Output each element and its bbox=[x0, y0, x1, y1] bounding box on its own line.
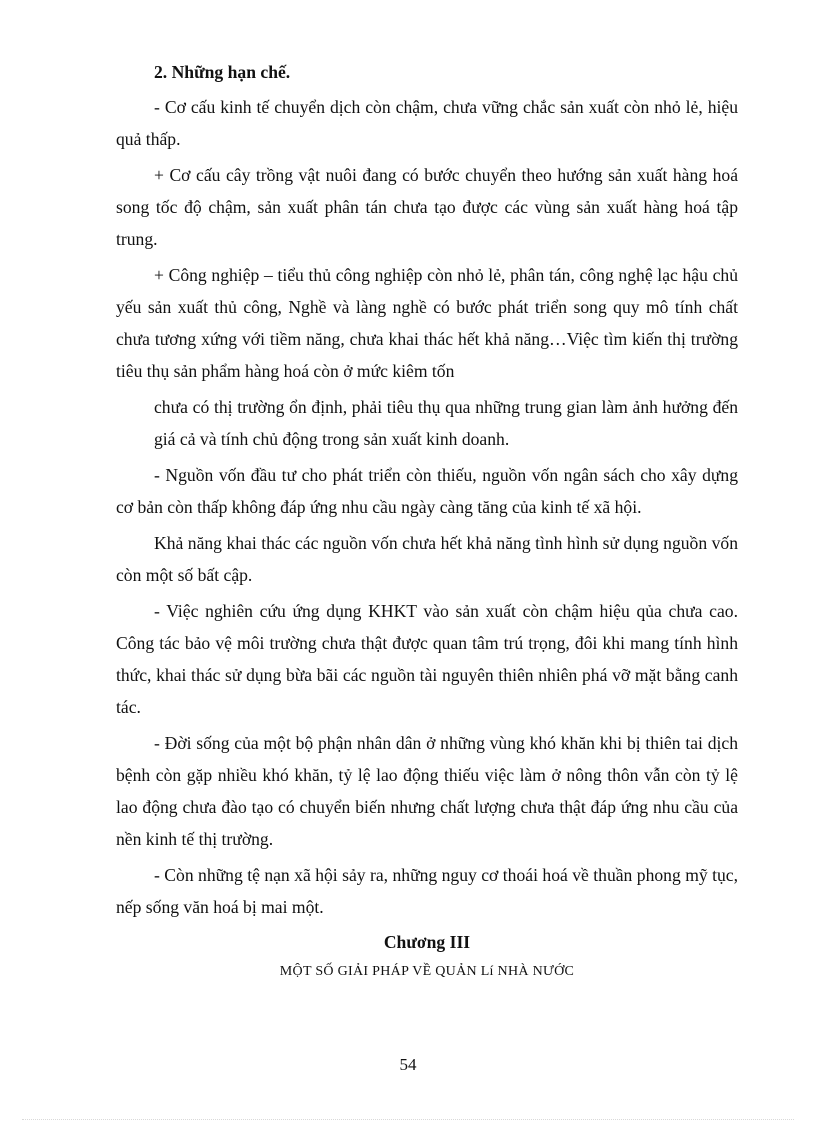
section-heading: 2. Những hạn chế. bbox=[154, 62, 291, 82]
page-number: 54 bbox=[399, 1055, 417, 1074]
chapter-title: Chương III bbox=[383, 932, 471, 952]
paragraph-social-issues: - Còn những tệ nạn xã hội sảy ra, những nguy cơ thoái hoá về thuần phong mỹ tục, nếp sống văn hoá bị mai một. bbox=[116, 865, 738, 917]
paragraph-crops-livestock: + Cơ cấu cây trồng vật nuôi đang có bước chuyển theo hướng sản xuất hàng hoá song tốc độ chậm, sản xuất phân tán chưa tạo được các vùng sản xuất hàng hoá tập trung. bbox=[116, 165, 738, 249]
chapter-subtitle: MỘT SỐ GIẢI PHÁP VỀ QUẢN Lí NHÀ NƯỚC bbox=[279, 964, 575, 979]
page-content bbox=[116, 56, 738, 987]
paragraph-industry: + Công nghiệp – tiểu thủ công nghiệp còn nhỏ lẻ, phân tán, công nghệ lạc hậu chủ yếu sản xuất thủ công, Nghề và làng nghề có bước phát triển song quy mô tính chất chưa tương xứng với tiềm năng, chưa khai thác hết khả năng…Việc tìm kiến thị trường tiêu thụ sản phẩm hàng hoá còn ở mức kiêm tốn bbox=[116, 265, 738, 381]
paragraph-market: chưa có thị trường ổn định, phải tiêu thụ qua những trung gian làm ảnh hưởng đến giá cả và tính chủ động trong sản xuất kinh doanh. bbox=[154, 397, 738, 449]
paragraph-investment: - Nguồn vốn đầu tư cho phát triển còn thiếu, nguồn vốn ngân sách cho xây dựng cơ bản còn thấp không đáp ứng nhu cầu ngày càng tăng của kinh tế xã hội. bbox=[116, 465, 738, 517]
paragraph-economic-structure: - Cơ cấu kinh tế chuyển dịch còn chậm, chưa vững chắc sản xuất còn nhỏ lẻ, hiệu quả thấp. bbox=[116, 97, 738, 149]
paragraph-science-tech: - Việc nghiên cứu ứng dụng KHKT vào sản xuất còn chậm hiệu qủa chưa cao. Công tác bảo vệ môi trường chưa thật được quan tâm trú trọng, đôi khi mang tính hình thức, khai thác sử dụng bừa bãi các nguồn tài nguyên thiên nhiên phá vỡ mặt bằng canh tác. bbox=[116, 601, 738, 717]
paragraph-capital-usage: Khả năng khai thác các nguồn vốn chưa hết khả năng tình hình sử dụng nguồn vốn còn một số bất cập. bbox=[116, 533, 738, 585]
footer-divider bbox=[22, 1119, 794, 1120]
paragraph-living-conditions: - Đời sống của một bộ phận nhân dân ở những vùng khó khăn khi bị thiên tai dịch bệnh còn gặp nhiều khó khăn, tỷ lệ lao động thiếu việc làm ở nông thôn vẫn còn tỷ lệ lao động chưa đào tạo có chuyển biến nhưng chất lượng chưa thật đáp ứng nhu cầu của nền kinh tế thị trường. bbox=[116, 733, 738, 849]
